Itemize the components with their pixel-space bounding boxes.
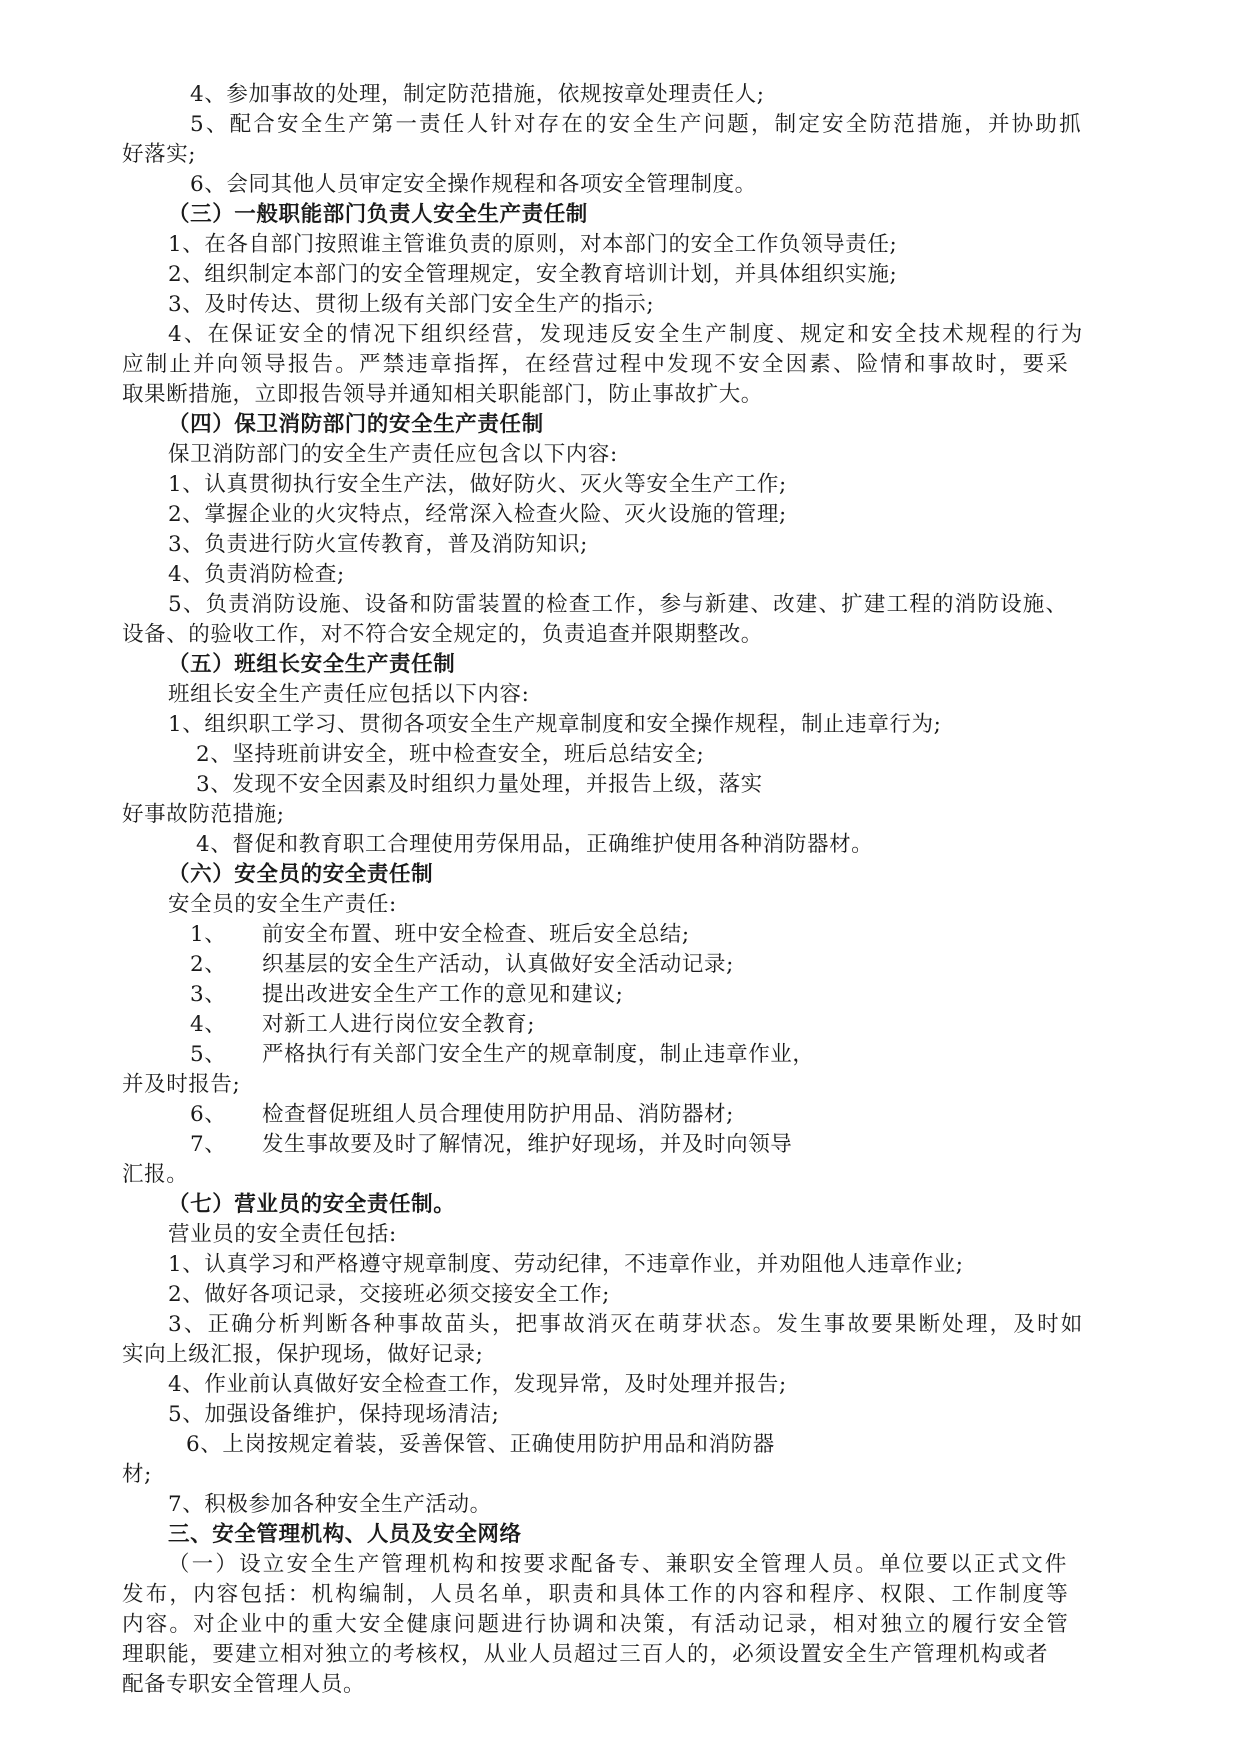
text-line: 实向上级汇报，保护现场，做好记录;: [122, 1342, 484, 1367]
text-line: 2、做好各项记录，交接班必须交接安全工作;: [168, 1282, 611, 1307]
text-line: 7、积极参加各种安全生产活动。: [168, 1492, 492, 1517]
text-line: 发布，内容包括：机构编制，人员名单，职责和具体工作的内容和程序、权限、工作制度等: [122, 1582, 1071, 1607]
text-line: 检查督促班组人员合理使用防护用品、消防器材;: [262, 1102, 734, 1127]
text-line: 2、掌握企业的火灾特点，经常深入检查火险、灭火设施的管理;: [168, 502, 787, 527]
text-line: 3、负责进行防火宣传教育，普及消防知识;: [168, 532, 588, 557]
text-line: 好落实;: [122, 142, 197, 167]
text-line: 保卫消防部门的安全生产责任应包含以下内容:: [168, 442, 618, 467]
text-line: 并及时报告;: [122, 1072, 241, 1097]
text-line: 提出改进安全生产工作的意见和建议;: [262, 982, 624, 1007]
item-number: 2、: [190, 952, 227, 977]
text-line: 发生事故要及时了解情况，维护好现场，并及时向领导: [262, 1132, 793, 1157]
section-heading: （四）保卫消防部门的安全生产责任制: [168, 412, 544, 437]
text-line: 5、配合安全生产第一责任人针对存在的安全生产问题，制定安全防范措施，并协助抓: [190, 112, 1083, 137]
text-line: 设备、的验收工作，对不符合安全规定的，负责追查并限期整改。: [122, 622, 763, 647]
text-line: 营业员的安全责任包括:: [168, 1222, 397, 1247]
text-line: 严格执行有关部门安全生产的规章制度，制止违章作业，: [262, 1042, 815, 1067]
text-line: 2、坚持班前讲安全，班中检查安全，班后总结安全;: [196, 742, 705, 767]
text-line: 5、加强设备维护，保持现场清洁;: [168, 1402, 500, 1427]
item-number: 4、: [190, 1012, 227, 1037]
text-line: 4、督促和教育职工合理使用劳保用品，正确维护使用各种消防器材。: [196, 832, 874, 857]
section-heading: （五）班组长安全生产责任制: [168, 652, 456, 677]
text-line: 2、组织制定本部门的安全管理规定，安全教育培训计划，并具体组织实施;: [168, 262, 898, 287]
item-number: 6、: [190, 1102, 227, 1127]
item-number: 1、: [190, 922, 227, 947]
text-line: 应制止并向领导报告。严禁违章指挥，在经营过程中发现不安全因素、险情和事故时，要采: [122, 352, 1071, 377]
text-line: 3、正确分析判断各种事故苗头，把事故消灭在萌芽状态。发生事故要果断处理，及时如: [168, 1312, 1085, 1337]
text-line: 6、会同其他人员审定安全操作规程和各项安全管理制度。: [190, 172, 757, 197]
text-line: 对新工人进行岗位安全教育;: [262, 1012, 536, 1037]
text-line: 内容。对企业中的重大安全健康问题进行协调和决策，有活动记录，相对独立的履行安全管: [122, 1612, 1071, 1637]
text-line: 6、上岗按规定着装，妥善保管、正确使用防护用品和消防器: [186, 1432, 775, 1457]
text-line: 1、认真贯彻执行安全生产法，做好防火、灭火等安全生产工作;: [168, 472, 787, 497]
item-number: 5、: [190, 1042, 227, 1067]
item-number: 7、: [190, 1132, 227, 1157]
text-line: 理职能，要建立相对独立的考核权，从业人员超过三百人的，必须设置安全生产管理机构或者: [122, 1642, 1049, 1667]
text-line: 3、发现不安全因素及时组织力量处理，并报告上级，落实: [196, 772, 763, 797]
text-line: 取果断措施，立即报告领导并通知相关职能部门，防止事故扩大。: [122, 382, 763, 407]
text-line: 1、组织职工学习、贯彻各项安全生产规章制度和安全操作规程，制止违章行为;: [168, 712, 942, 737]
chapter-heading: 三、安全管理机构、人员及安全网络: [168, 1522, 522, 1547]
text-line: 1、认真学习和严格遵守规章制度、劳动纪律，不违章作业，并劝阻他人违章作业;: [168, 1252, 964, 1277]
text-line: 汇报。: [122, 1162, 189, 1187]
text-line: 4、负责消防检查;: [168, 562, 345, 587]
text-line: 前安全布置、班中安全检查、班后安全总结;: [262, 922, 690, 947]
text-line: 材;: [122, 1462, 152, 1487]
text-line: 配备专职安全管理人员。: [122, 1672, 366, 1697]
text-line: 4、作业前认真做好安全检查工作，发现异常，及时处理并报告;: [168, 1372, 787, 1397]
section-heading: （六）安全员的安全责任制: [168, 862, 434, 887]
text-line: 织基层的安全生产活动，认真做好安全活动记录;: [262, 952, 734, 977]
text-line: 1、在各自部门按照谁主管谁负责的原则，对本部门的安全工作负领导责任;: [168, 232, 898, 257]
text-line: 3、及时传达、贯彻上级有关部门安全生产的指示;: [168, 292, 655, 317]
item-number: 3、: [190, 982, 227, 1007]
text-line: 5、负责消防设施、设备和防雷装置的检查工作，参与新建、改建、扩建工程的消防设施、: [168, 592, 1069, 617]
text-line: 好事故防范措施;: [122, 802, 285, 827]
text-line: 安全员的安全生产责任:: [168, 892, 397, 917]
text-line: 班组长安全生产责任应包括以下内容:: [168, 682, 530, 707]
text-line: （一）设立安全生产管理机构和按要求配备专、兼职安全管理人员。单位要以正式文件: [168, 1552, 1069, 1577]
section-heading: （三）一般职能部门负责人安全生产责任制: [168, 202, 588, 227]
text-line: 4、参加事故的处理，制定防范措施，依规按章处理责任人;: [190, 82, 765, 107]
section-heading: （七）营业员的安全责任制。: [168, 1192, 456, 1217]
text-line: 4、在保证安全的情况下组织经营，发现违反安全生产制度、规定和安全技术规程的行为: [168, 322, 1085, 347]
